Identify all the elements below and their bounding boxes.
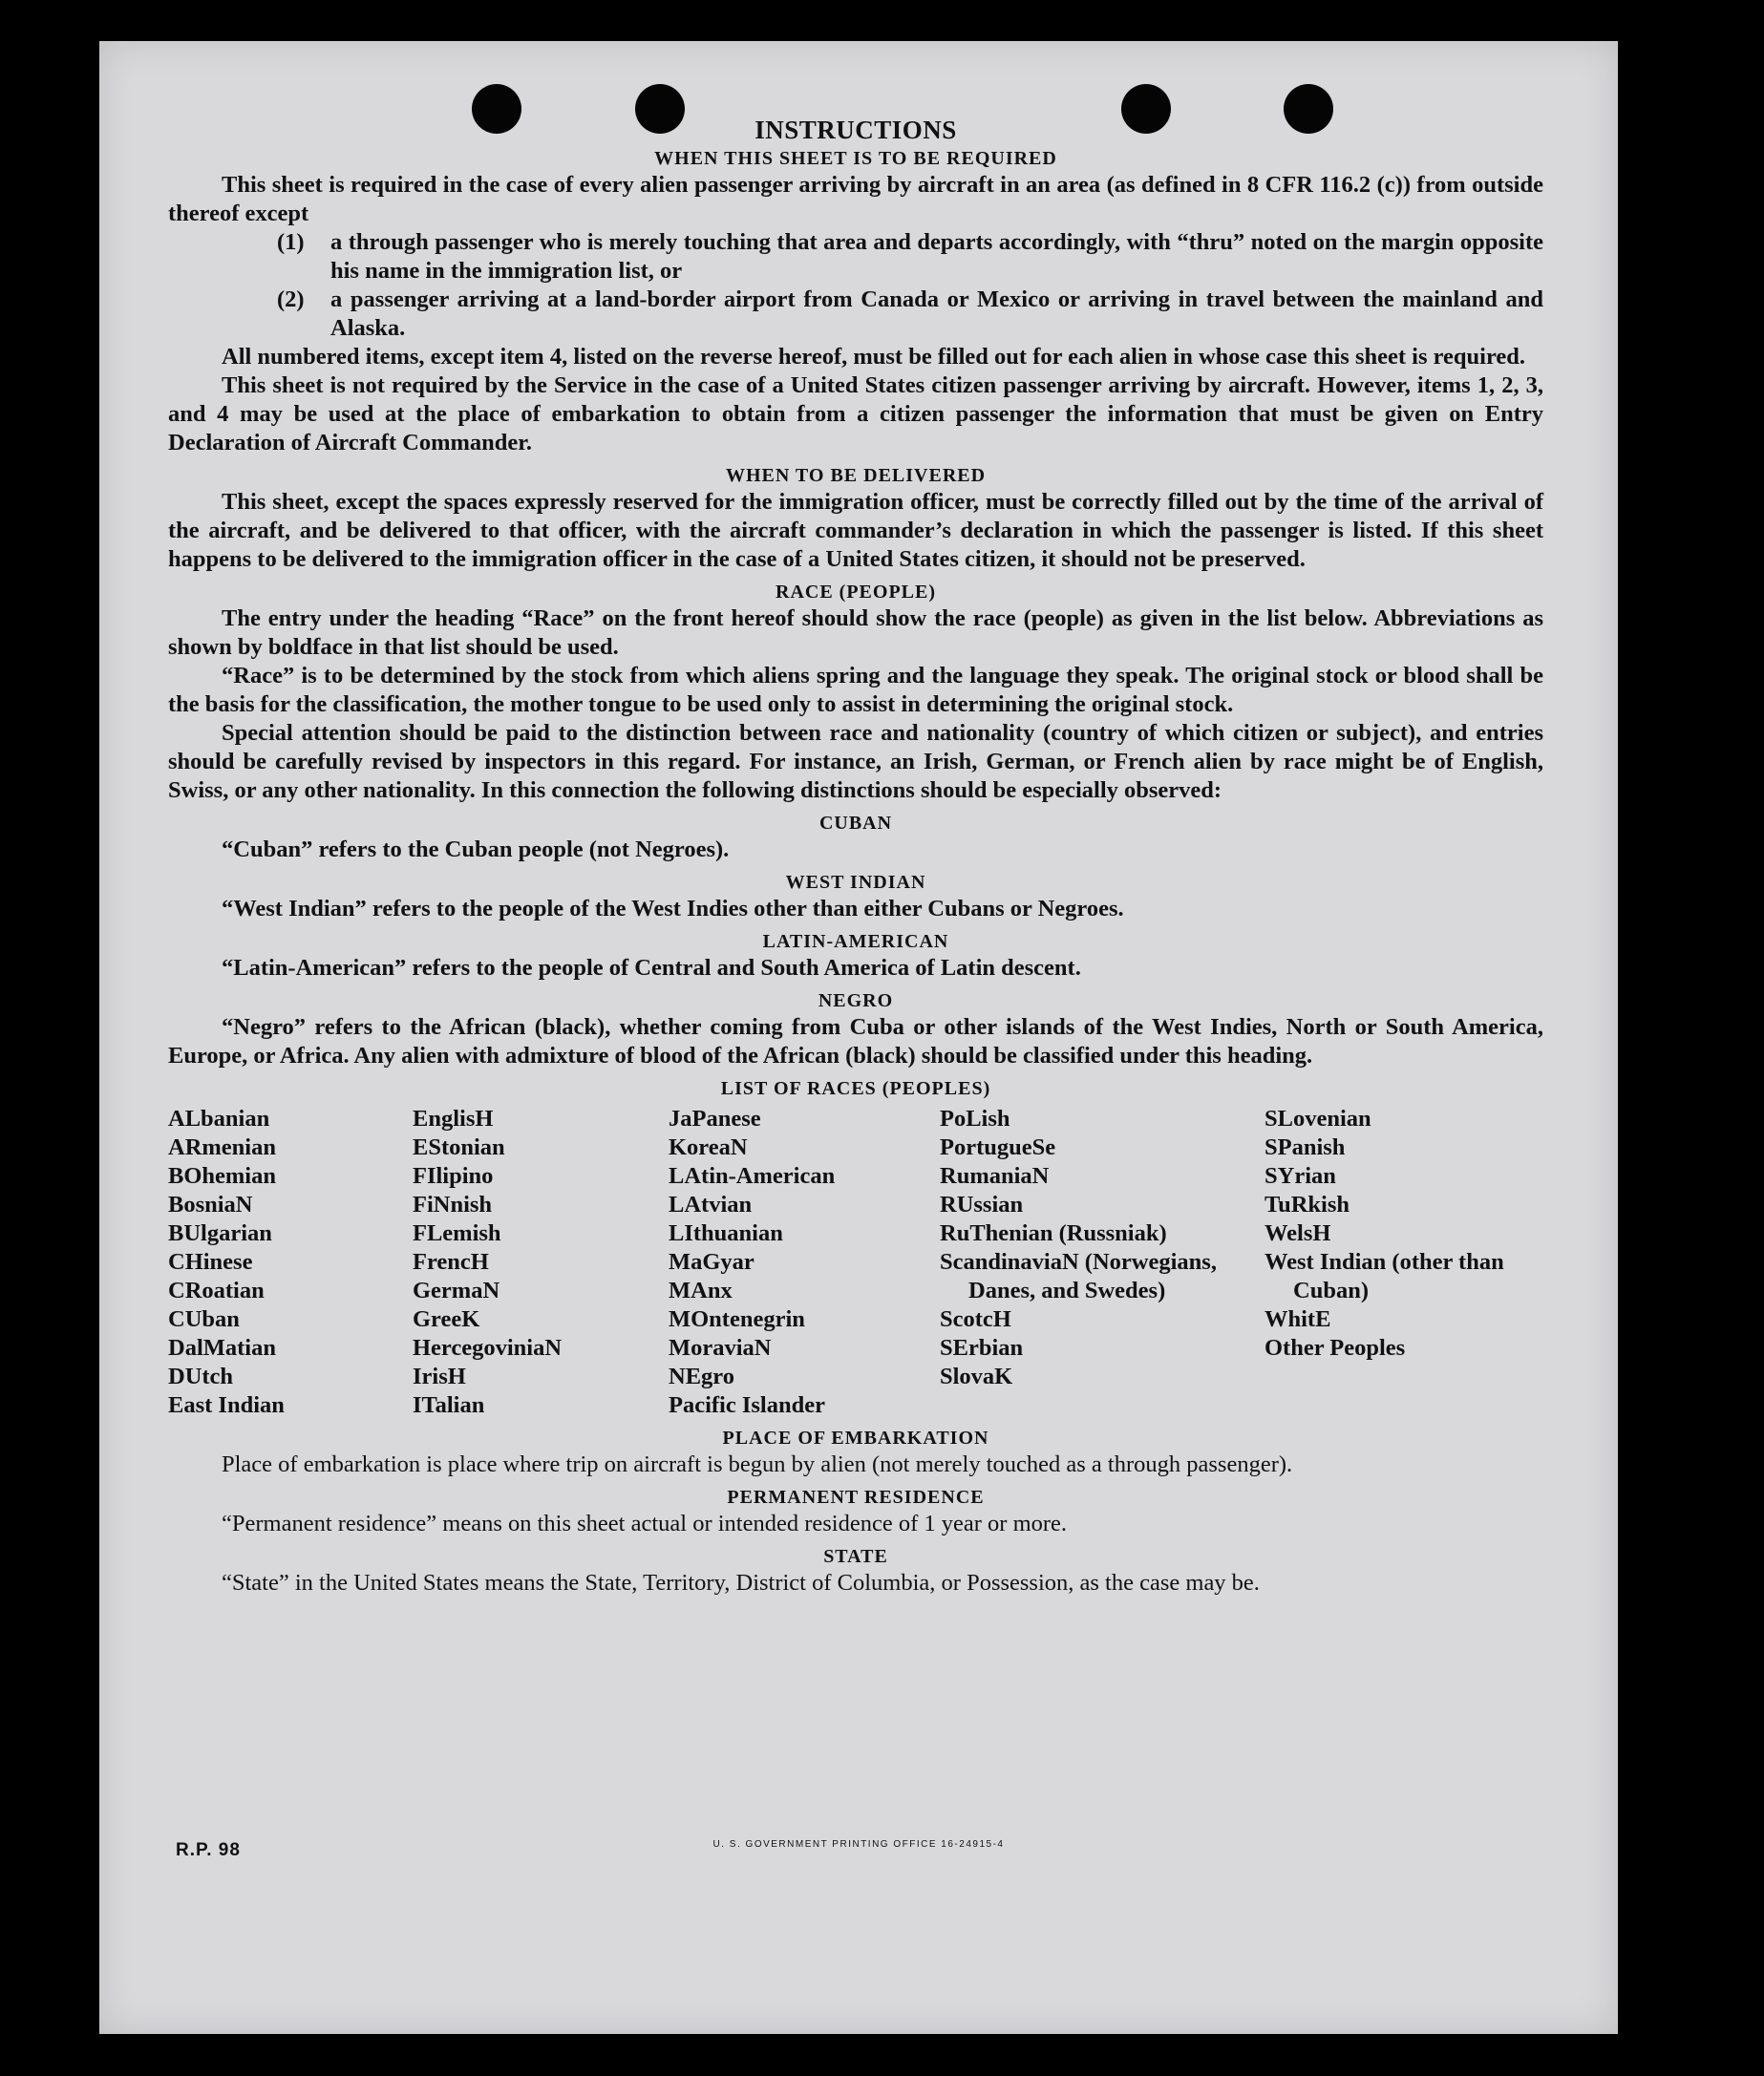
race-entry: EnglisH xyxy=(413,1106,494,1132)
race-entry: BOhemian xyxy=(168,1163,276,1189)
race-entry: ITalian xyxy=(413,1392,485,1418)
race-entry: PoLish xyxy=(940,1106,1010,1132)
race-entry: FiNnish xyxy=(413,1192,493,1218)
race-entry: DalMatian xyxy=(168,1335,276,1361)
race-entry: RumaniaN xyxy=(940,1163,1050,1189)
paragraph: “Latin-American” refers to the people of Central and South America of Latin descent. xyxy=(222,955,1081,981)
race-entry: MoraviaN xyxy=(669,1335,772,1361)
race-entry: LAtin-American xyxy=(669,1163,836,1189)
race-entry: FIlipino xyxy=(413,1163,494,1189)
list-item xyxy=(277,286,1543,343)
race-entry: TuRkish xyxy=(1265,1192,1350,1218)
item-number: (2) xyxy=(277,286,305,312)
form-number: R.P. 98 xyxy=(176,1840,241,1860)
paragraph: This sheet, except the spaces expressly reserved for the immigration officer, must be correctly filled out by the time of the arrival of the aircraft, and be delivered to that officer, with the aircraft commander’s declaration in which the passenger is listed. If this sheet happens to be delivered to the immigration officer in the case of a United States citizen, it should not be preserved. xyxy=(168,489,1543,572)
race-entry: CHinese xyxy=(168,1249,253,1275)
race-entry: GreeK xyxy=(413,1306,480,1332)
paragraph: Special attention should be paid to the distinction between race and nationality (country of which citizen or subject), and entries should be carefully revised by inspectors in this regard. For instance, an Irish, German, or French alien by race might be of English, Swiss, or any other nationality. In this connection the following distinctions should be especially observed: xyxy=(168,720,1543,803)
section-heading: LATIN-AMERICAN xyxy=(762,931,949,952)
race-entry: DUtch xyxy=(168,1364,234,1389)
paragraph: “Cuban” refers to the Cuban people (not Negroes). xyxy=(222,837,730,862)
race-column xyxy=(168,1105,413,1420)
section-heading: WEST INDIAN xyxy=(785,872,926,893)
paragraph: This sheet is required in the case of every alien passenger arriving by aircraft in an area (as defined in 8 CFR 116.2 (c)) from outside thereof except xyxy=(168,172,1543,226)
paragraph: “Negro” refers to the African (black), whether coming from Cuba or other islands of the West Indies, North or South America, Europe, or Africa. Any alien with admixture of blood of the African (black) should be classified under this heading. xyxy=(168,1014,1543,1069)
item-text: a passenger arriving at a land-border airport from Canada or Mexico or arriving in travel between the mainland and Alaska. xyxy=(330,286,1543,341)
race-entry: RuThenian (Russniak) xyxy=(940,1220,1167,1246)
race-entry: EStonian xyxy=(413,1134,505,1160)
section-heading: STATE xyxy=(823,1546,888,1567)
race-entry: IrisH xyxy=(413,1364,466,1389)
race-entry: CRoatian xyxy=(168,1278,265,1303)
section-heading: PERMANENT RESIDENCE xyxy=(727,1487,985,1508)
race-entry: ScotcH xyxy=(940,1306,1011,1332)
race-entry: SLovenian xyxy=(1265,1106,1371,1132)
race-entry: HercegoviniaN xyxy=(413,1335,563,1361)
section-heading: WHEN THIS SHEET IS TO BE REQUIRED xyxy=(654,148,1057,169)
race-entry: NEgro xyxy=(669,1364,734,1389)
race-entry: SErbian xyxy=(940,1335,1024,1361)
race-entry: MOntenegrin xyxy=(669,1306,805,1332)
paragraph: The entry under the heading “Race” on the front hereof should show the race (people) as given in the list below. Abbreviations as shown by boldface in that list should be used. xyxy=(168,605,1543,660)
section-heading: WHEN TO BE DELIVERED xyxy=(725,465,987,486)
race-entry: LIthuanian xyxy=(669,1220,783,1246)
race-entry: WhitE xyxy=(1265,1306,1331,1332)
race-entry: FLemish xyxy=(413,1220,501,1246)
paragraph: “Race” is to be determined by the stock from which aliens spring and the language they speak. The original stock or blood shall be the basis for the classification, the mother tongue to be used only to assist in determining the original stock. xyxy=(168,663,1543,717)
paragraph: “State” in the United States means the State, Territory, District of Columbia, or Possession, as the case may be. xyxy=(222,1570,1260,1596)
section-heading: RACE (PEOPLE) xyxy=(776,582,936,603)
race-column xyxy=(669,1105,940,1420)
race-entry: West Indian (other than Cuban) xyxy=(1265,1249,1504,1303)
race-entry: PortugueSe xyxy=(940,1134,1056,1160)
race-entry: MAnx xyxy=(669,1278,733,1303)
list-item xyxy=(277,228,1543,286)
race-entry: ARmenian xyxy=(168,1134,276,1160)
race-entry: KoreaN xyxy=(669,1134,748,1160)
paragraph: This sheet is not required by the Service in the case of a United States citizen passenger arriving by aircraft. However, items 1, 2, 3, and 4 may be used at the place of embarkation to obtain from a citizen passenger the information that must be given on Entry Declaration of Aircraft Commander. xyxy=(168,372,1543,455)
race-column xyxy=(940,1105,1265,1420)
race-entry: SlovaK xyxy=(940,1364,1013,1389)
paragraph: “Permanent residence” means on this sheet actual or intended residence of 1 year or more. xyxy=(222,1511,1068,1536)
race-entry: East Indian xyxy=(168,1392,285,1418)
race-entry: WelsH xyxy=(1265,1220,1331,1246)
race-entry: ScandinaviaN (Norwegians, Danes, and Swedes) xyxy=(940,1249,1217,1303)
race-entry: JaPanese xyxy=(669,1106,761,1132)
race-column xyxy=(1265,1105,1517,1420)
race-entry: Pacific Islander xyxy=(669,1392,825,1418)
race-entry: CUban xyxy=(168,1306,240,1332)
race-entry: MaGyar xyxy=(669,1249,754,1275)
race-entry: Other Peoples xyxy=(1265,1335,1406,1361)
item-text: a through passenger who is merely touching that area and departs accordingly, with “thru” noted on the margin opposite his name in the immigration list, or xyxy=(330,229,1543,284)
race-entry: GermaN xyxy=(413,1278,500,1303)
paragraph: All numbered items, except item 4, listed on the reverse hereof, must be filled out for each alien in whose case this sheet is required. xyxy=(222,344,1526,370)
paragraph: “West Indian” refers to the people of the West Indies other than either Cubans or Negroes. xyxy=(222,896,1124,921)
item-number: (1) xyxy=(277,229,305,255)
section-heading: LIST OF RACES (PEOPLES) xyxy=(720,1078,991,1099)
race-column xyxy=(413,1105,669,1420)
race-entry: RUssian xyxy=(940,1192,1024,1218)
document-sheet xyxy=(99,41,1618,2034)
printer-imprint: U. S. GOVERNMENT PRINTING OFFICE 16-24915-4 xyxy=(712,1839,1005,1850)
race-entry: ALbanian xyxy=(168,1106,270,1132)
race-entry: SPanish xyxy=(1265,1134,1346,1160)
race-list xyxy=(168,1105,1543,1420)
race-entry: BUlgarian xyxy=(168,1220,272,1246)
race-entry: BosniaN xyxy=(168,1192,253,1218)
race-entry: SYrian xyxy=(1265,1163,1336,1189)
race-entry: LAtvian xyxy=(669,1192,753,1218)
section-heading: CUBAN xyxy=(818,813,893,834)
paragraph: Place of embarkation is place where trip on aircraft is begun by alien (not merely touched as a through passenger). xyxy=(222,1451,1293,1477)
document-body xyxy=(168,116,1543,1598)
page-title: INSTRUCTIONS xyxy=(754,116,957,144)
race-entry: FrencH xyxy=(413,1249,489,1275)
section-heading: NEGRO xyxy=(818,990,894,1011)
section-heading: PLACE OF EMBARKATION xyxy=(722,1428,989,1449)
